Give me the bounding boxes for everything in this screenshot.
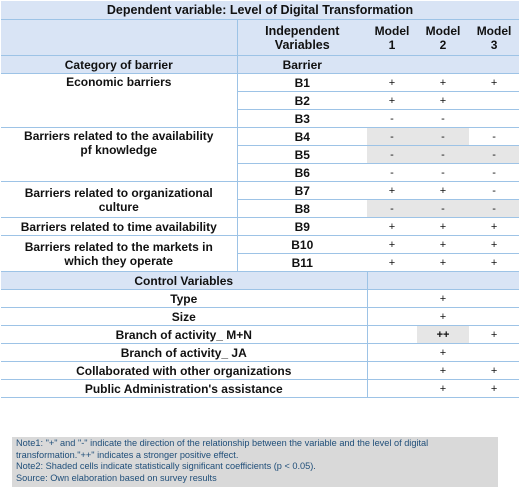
table-row [1,380,519,398]
cell-m3 [469,308,519,326]
barrier-code: B1 [237,74,367,92]
cell-m2: + [417,92,469,110]
title-row [1,1,519,20]
cell-m2: - [417,128,469,146]
cell-m2: - [417,110,469,128]
cell-m3 [469,92,519,110]
category-knowledge: Barriers related to the availability pf knowledge [1,128,237,182]
category-markets: Barriers related to the markets in which they operate [1,236,237,272]
note-line: Source: Own elaboration based on survey results [16,472,217,483]
cell-m2: + [417,218,469,236]
control-label: Size [1,308,367,326]
cell-m2: + [417,344,469,362]
cell-m2: ++ [417,326,469,344]
cell-m3: + [469,74,519,92]
cell-m1: + [367,182,417,200]
category-header: Category of barrier [1,56,237,74]
control-label: Branch of activity_ M+N [1,326,367,344]
cell-m2: + [417,236,469,254]
cell-m1: - [367,164,417,182]
control-header-row [1,272,519,290]
cell-m3: + [469,218,519,236]
barrier-code: B5 [237,146,367,164]
cell-m3 [469,344,519,362]
table-row [1,236,519,254]
model-3-header: Model 3 [469,20,519,56]
independent-variables-header: Independent Variables [237,20,367,56]
cell-m3: + [469,380,519,398]
barrier-header: Barrier [237,56,367,74]
table-row [1,344,519,362]
control-variables-header: Control Variables [1,272,367,290]
barrier-code: B6 [237,164,367,182]
cell-m3: - [469,164,519,182]
table-title: Dependent variable: Level of Digital Transformation [1,1,519,20]
cell-m3: + [469,362,519,380]
control-label: Collaborated with other organizations [1,362,367,380]
table-row [1,182,519,200]
table-row [1,308,519,326]
cell-m2: + [417,308,469,326]
barrier-code: B3 [237,110,367,128]
model-header-row [1,20,519,56]
barrier-code: B8 [237,200,367,218]
results-table [1,1,519,398]
cell-m1: - [367,128,417,146]
table-row [1,362,519,380]
cell-m1: + [367,92,417,110]
cell-m2: + [417,74,469,92]
table-notes [12,437,498,487]
control-label: Branch of activity_ JA [1,344,367,362]
note-line: transformation."++" indicates a stronger positive effect. [16,449,239,460]
cell-m2: + [417,254,469,272]
model-2-header: Model 2 [417,20,469,56]
note-line: Note1: "+" and "-" indicate the direction of the relationship between the variable and the level of digital [16,438,429,448]
cell-m2: - [417,164,469,182]
barrier-code: B7 [237,182,367,200]
cell-m1: + [367,236,417,254]
cell-m2: + [417,290,469,308]
cell-m3: + [469,236,519,254]
cell-m1: - [367,110,417,128]
note-line: Note2: Shaded cells indicate statistically significant coefficients (p < 0.05). [16,461,316,471]
subheader-row [1,56,519,74]
cell-m3 [469,290,519,308]
cell-m3: - [469,128,519,146]
cell-m3: + [469,326,519,344]
model-1-header: Model 1 [367,20,417,56]
category-culture: Barriers related to organizational culture [1,182,237,218]
cell-m3: - [469,146,519,164]
table-row [1,218,519,236]
cell-m1: + [367,218,417,236]
cell-m3: - [469,200,519,218]
cell-m3: + [469,254,519,272]
control-label: Type [1,290,367,308]
barrier-code: B4 [237,128,367,146]
barrier-code: B2 [237,92,367,110]
table-row [1,74,519,92]
cell-m3: - [469,182,519,200]
cell-m2: + [417,380,469,398]
cell-m1: + [367,74,417,92]
table-row [1,128,519,146]
cell-m3 [469,110,519,128]
cell-m1: - [367,200,417,218]
cell-m2: + [417,362,469,380]
cell-m1: + [367,254,417,272]
control-label: Public Administration's assistance [1,380,367,398]
cell-m1: - [367,146,417,164]
barrier-code: B10 [237,236,367,254]
cell-m2: - [417,146,469,164]
table-row [1,326,519,344]
barrier-code: B11 [237,254,367,272]
category-economic: Economic barriers [1,74,237,128]
category-time: Barriers related to time availability [1,218,237,236]
cell-m2: - [417,200,469,218]
table-row [1,290,519,308]
cell-m2: + [417,182,469,200]
barrier-code: B9 [237,218,367,236]
